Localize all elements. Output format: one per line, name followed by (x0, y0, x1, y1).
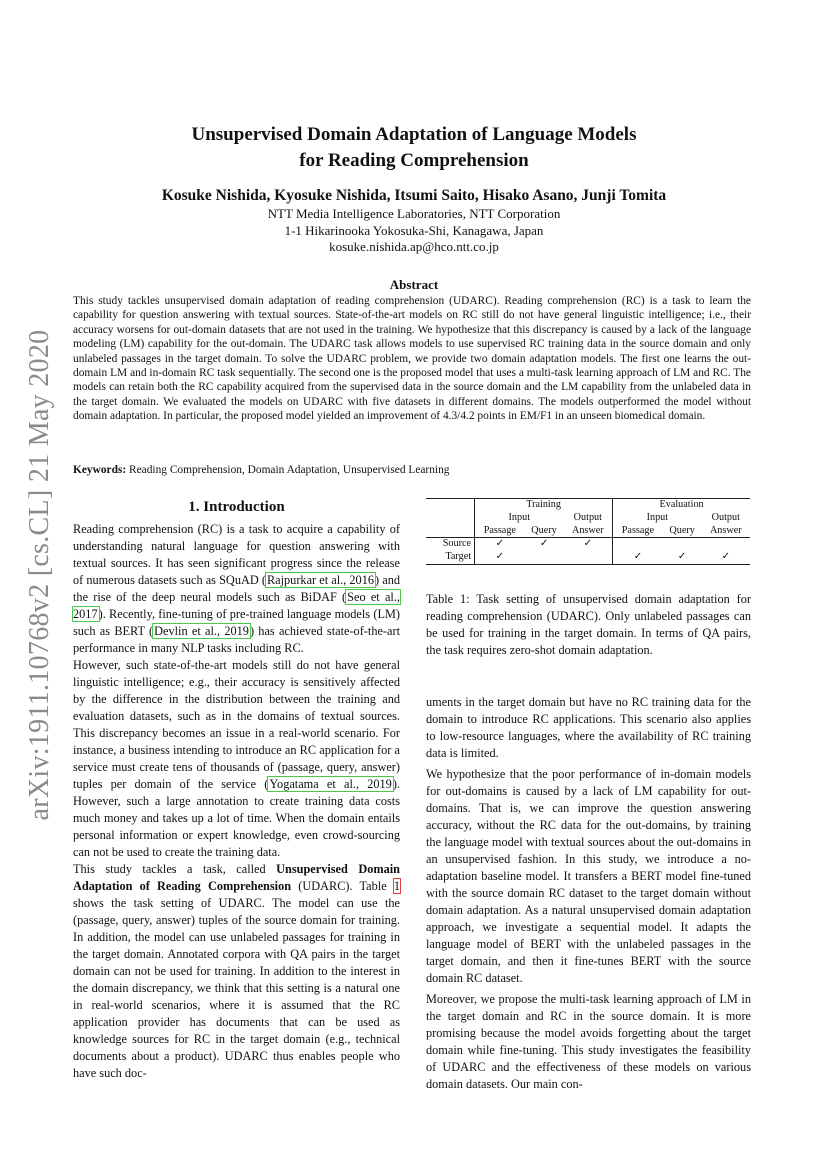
table-caption: Table 1: Task setting of unsupervised domain adaptation for reading comprehension (UDARC). Only unlabeled passages can be used for training in the target domain. In terms of QA pairs, the task requires zero-shot domain adaptation. (426, 592, 751, 657)
keywords-label: Keywords: (73, 464, 127, 476)
table-cell (702, 538, 750, 551)
table-header-row (426, 499, 750, 512)
title-line-2: for Reading Comprehension (299, 150, 529, 171)
text-run: shows the task setting of UDARC. The model can use the (passage, query, answer) tuples of the source domain for training. In addition, the model can use unlabeled passages for training in the target domain. Annotated corpora with QA pairs in the target domain can not be used for training. In addition to the interest in the domain discrepancy, we think that this setting is a natural one in real-world scenarios, where it is assumed that the RC application provider has documents that can be used as knowledge sources for RC in the target domain (e.g., technical documents about a product). UDARC thus enables people who have such doc- (73, 896, 400, 1080)
abstract-heading: Abstract (389, 277, 439, 292)
table-corner-cell (426, 525, 475, 538)
text-run: However, such state-of-the-art models still do not have general linguistic intelligence; e.g., their accuracy is sensitively affected by the difference in the distribution between the training and evaluation datasets, such as in the domains of textual sources. This discrepancy becomes an issue in a real-world scenario. For instance, a business intending to introduce an RC application for a service must create tens of thousands of (passage, query, answer) tuples per domain of the service ( (73, 658, 400, 791)
citation-link[interactable]: Seo et al., 2017 (73, 590, 400, 621)
table-header-row (426, 525, 750, 538)
table-row (426, 538, 750, 551)
text-run: ). However, such a large annotation to create training data costs much money and takes up a lot of time. When the domain entails personal information or expert knowledge, even crowd-sourcing can not be used to create the training data. (73, 777, 400, 859)
affiliation-line: 1-1 Hikarinooka Yokosuka-Shi, Kanagawa, Japan (284, 222, 544, 238)
text-run: ) has achieved state-of-the-art performance in many NLP tasks including RC. (73, 624, 400, 655)
table-group-header: Training (475, 499, 613, 512)
table-cell: ✓ (663, 551, 702, 564)
intro-paragraph-3 (73, 861, 400, 1082)
table-subgroup-header: Input (613, 512, 702, 525)
table-cell: ✓ (563, 538, 612, 551)
author-list: Kosuke Nishida, Kyosuke Nishida, Itsumi Saito, Hisako Asano, Junji Tomita (161, 187, 667, 204)
author-email: kosuke.nishida.ap@hco.ntt.co.jp (329, 239, 499, 254)
text-run: Reading comprehension (RC) is a task to acquire a capability of understanding natural language for question answering with textual sources. It has seen significant progress since the release of numerous datasets such as SQuAD ( (73, 522, 400, 587)
table-cell: ✓ (525, 538, 564, 551)
table-header-row (426, 512, 750, 525)
table-column-header: Query (531, 524, 557, 536)
table-column-header: Passage (475, 525, 525, 538)
affiliation-block (80, 206, 748, 256)
left-column (73, 496, 400, 1082)
table-cell: ✓ (702, 551, 750, 564)
keywords (73, 463, 751, 477)
arxiv-identifier-sidebar (16, 320, 64, 830)
text-run: This study tackles a task, called (73, 862, 277, 876)
table-cell: ✓ (613, 551, 663, 564)
task-name-bold: Unsupervised Domain Adaptation of Reading Comprehension (73, 862, 400, 893)
table-cell (563, 551, 612, 564)
table-column-header: Answer (571, 524, 604, 536)
intro-paragraph-5: We hypothesize that the poor performance of in-domain models for out-domains is caused by a lack of LM capability for out-domains. That is, we can improve the question answering accuracy, without the RC data for the out-domains, by training the language model with textual sources about the out-domains in an unsupervised fashion. In this study, we introduce a no-adaptation baseline model. It transfers a BERT model fine-tuned with the source domain RC dataset to the target domain without domain adaptation. As a natural unsupervised domain adaptation approach, we investigate a sequential model. It adapts the language model of BERT with the unlabeled passages in the target domain, and then it fine-tunes BERT with the source domain RC dataset. (426, 767, 751, 985)
table-row (426, 551, 750, 564)
arxiv-identifier[interactable]: arXiv:1911.10768v2 [cs.CL] 21 May 2020 (24, 329, 55, 821)
table-subgroup-header: Output (573, 511, 602, 523)
intro-paragraph-4: uments in the target domain but have no RC training data for the domain to introduce RC applications. This scenario also applies to low-resource languages, where the availability of RC training data is limited. (426, 695, 751, 760)
intro-paragraph-6: Moreover, we propose the multi-task learning approach of LM in the target domain and RC in the source domain. It is more promising because the model avoids forgetting about the target domain while fine-tuning. This study investigates the feasibility of UDARC and the effectiveness of these models on various domain datasets. Our main con- (426, 992, 751, 1091)
table-reference-link[interactable]: 1 (393, 879, 400, 893)
title-line-1: Unsupervised Domain Adaptation of Language Models (191, 124, 637, 145)
affiliation-line: NTT Media Intelligence Laboratories, NTT Corporation (267, 206, 561, 221)
abstract-text: This study tackles unsupervised domain adaptation of reading comprehension (UDARC). Reading comprehension (RC) is a task to learn the capability for question answering with textual sources. State-of-the-art models on RC still do not have general linguistic intelligence; i.e., their accuracy worsens for out-domain datasets that are not used in the training. We hypothesize that this discrepancy is caused by a lack of the language modeling (LM) capability for the out-domain. The UDARC task allows models to use supervised RC training data in the source domain and only unlabeled passages in the target domain. To solve the UDARC problem, we provide two domain adaptation models. The first one learns the out-domain LM and in-domain RC task sequentially. The second one is the proposed model that uses a multi-task learning approach of LM and RC. The models can retain both the RC capability acquired from the supervised data in the source domain and the LM capability from the unlabeled data in the target domain. We evaluated the models on UDARC with five datasets in different domains. The models outperformed the model without domain adaptation. In particular, the proposed model yielded an improvement of 4.3/4.2 points in EM/F1 in an unseen biomedical domain. (73, 295, 751, 423)
task-setting-table (426, 498, 750, 565)
table-subgroup-header: Output (711, 511, 740, 523)
table-subgroup-header: Input (475, 512, 564, 525)
table-corner-cell (426, 499, 475, 512)
paper-title (80, 122, 748, 174)
table-corner-cell (426, 512, 475, 525)
text-run: (UDARC). Table (291, 879, 394, 893)
citation-link[interactable]: Rajpurkar et al., 2016 (266, 573, 375, 587)
table-row-label: Target (426, 551, 475, 564)
keywords-text: Reading Comprehension, Domain Adaptation, Unsupervised Learning (129, 464, 450, 476)
right-column (426, 694, 751, 1093)
table-column-header: Query (669, 524, 695, 536)
table-cell: ✓ (475, 551, 525, 564)
intro-paragraph-1 (73, 521, 400, 657)
citation-link[interactable]: Yogatama et al., 2019 (269, 777, 392, 791)
text-run: ). Recently, fine-tuning of pre-trained language models (LM) such as BERT ( (73, 607, 400, 638)
text-run: ) and the rise of the deep neural models such as BiDAF ( (73, 573, 400, 604)
citation-link[interactable]: Devlin et al., 2019 (154, 624, 249, 638)
table-group-header: Evaluation (613, 499, 750, 512)
table-column-header: Passage (613, 525, 663, 538)
table-row-label: Source (426, 538, 475, 551)
section-heading-introduction: 1. Introduction (188, 499, 285, 515)
table-cell (663, 538, 702, 551)
intro-paragraph-2 (73, 657, 400, 861)
table-column-header: Answer (709, 524, 742, 536)
table-cell (525, 551, 564, 564)
table-cell (613, 538, 663, 551)
table-cell: ✓ (475, 538, 525, 551)
